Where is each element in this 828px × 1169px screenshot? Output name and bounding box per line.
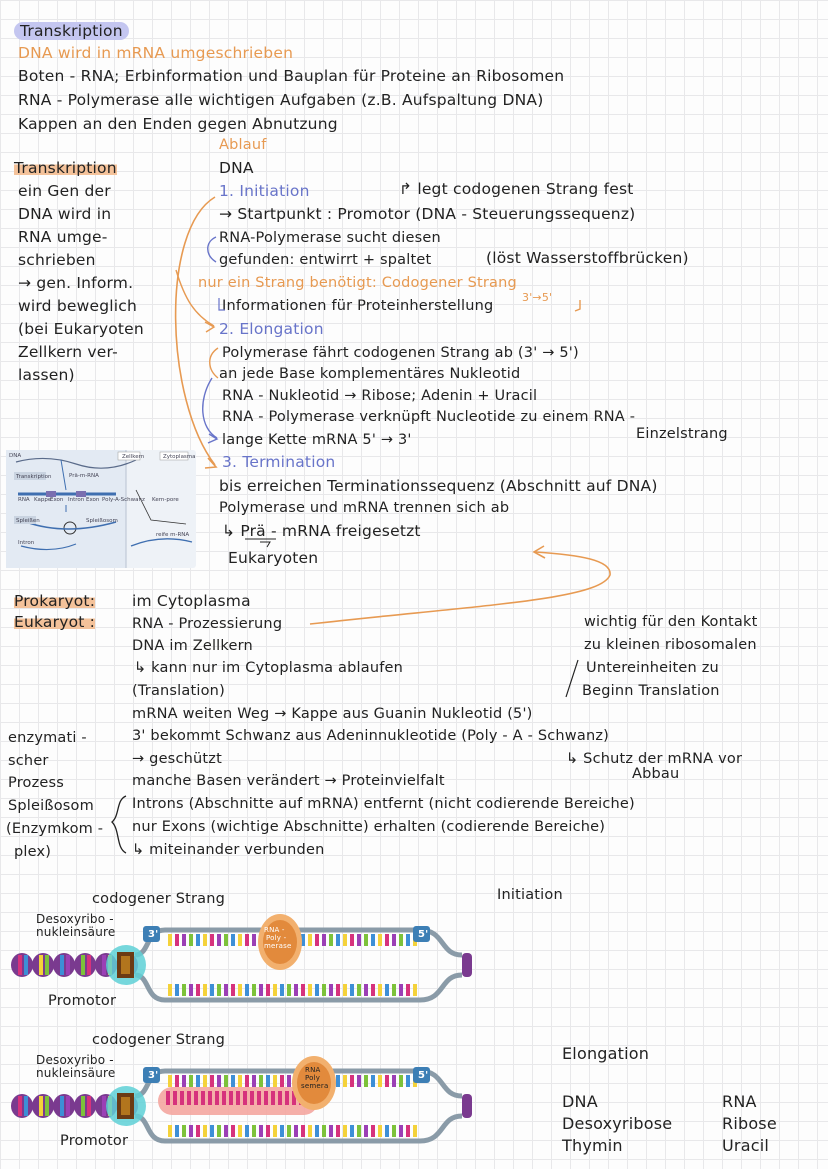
base-pair <box>60 1096 64 1116</box>
fig-label: Spleißen <box>16 518 40 524</box>
nucleotide-top <box>287 1075 291 1087</box>
three-prime-label: 3' <box>148 929 159 940</box>
fig-label: DNA <box>9 453 22 459</box>
fig-label: Zellkern <box>122 454 145 460</box>
base-pair <box>45 1096 49 1116</box>
side-line: RNA umge- <box>18 228 108 246</box>
nucleotide-bottom <box>322 1125 326 1137</box>
nucleotide-top <box>385 1075 389 1087</box>
compare-left: Desoxyribose <box>562 1114 673 1133</box>
nucleotide-bottom <box>245 1125 249 1137</box>
nucleotide-top <box>392 1075 396 1087</box>
mrna-base <box>257 1091 261 1105</box>
nucleotide-top <box>364 1075 368 1087</box>
nucleotide-top <box>378 1075 382 1087</box>
base-pair <box>24 1096 28 1116</box>
right-note-line: Beginn Translation <box>582 683 720 699</box>
termination-line: ↳ Prä - mRNA freigesetzt <box>222 522 421 540</box>
nucleotide-bottom <box>273 1125 277 1137</box>
mrna-base <box>264 1091 268 1105</box>
nucleotide-bottom <box>301 1125 305 1137</box>
nucleotide-top <box>266 1075 270 1087</box>
side-line: schrieben <box>18 251 96 269</box>
fig-label: Intron <box>18 540 35 546</box>
eukaryot-line: ↳ miteinander verbunden <box>132 842 325 858</box>
nucleotide-bottom <box>217 1125 221 1137</box>
fig-label: Prä-m-RNA <box>69 473 99 479</box>
fig-label: Kern-pore <box>152 497 179 503</box>
left-label: (Enzymkom - <box>6 821 104 837</box>
promotor-inner <box>121 1097 130 1115</box>
nucleotide-bottom <box>336 1125 340 1137</box>
nucleotide-top <box>175 1075 179 1087</box>
side-heading: Transkription <box>14 159 117 177</box>
nuklein-label: nukleinsäure <box>36 925 116 939</box>
nucleotide-top <box>168 1075 172 1087</box>
three-prime-label: 3' <box>148 1070 159 1081</box>
nucleotide-top <box>210 1075 214 1087</box>
left-label: plex) <box>14 844 52 860</box>
nucleotide-top <box>371 1075 375 1087</box>
mrna-base <box>285 1091 289 1105</box>
schutz-note: ↳ Schutz der mRNA vor <box>566 751 743 767</box>
nucleotide-bottom <box>252 1125 256 1137</box>
elongation-line: Polymerase fährt codogenen Strang ab (3' → 5') <box>222 345 579 361</box>
nucleotide-bottom <box>259 1125 263 1137</box>
nucleotide-top <box>273 1075 277 1087</box>
dna-label: DNA <box>219 159 254 177</box>
header-line: Kappen an den Enden gegen Abnutzung <box>18 115 338 133</box>
nucleotide-bottom <box>196 1125 200 1137</box>
nucleotide-bottom <box>238 1125 242 1137</box>
right-note-line: zu kleinen ribosomalen <box>584 637 757 653</box>
side-line: DNA wird in <box>18 205 112 223</box>
eukaryot-line: 3' bekommt Schwanz aus Adeninnukleotide (Poly - A - Schwanz) <box>132 728 609 744</box>
nucleotide-bottom <box>266 1125 270 1137</box>
fig-label: Exon <box>86 497 100 503</box>
codogen-label: codogener Strang <box>92 891 226 907</box>
nucleotide-bottom <box>175 1125 179 1137</box>
fig-label: Kappe <box>34 497 52 503</box>
initiation-line: RNA-Polymerase sucht diesen <box>219 230 441 246</box>
nucleotide-bottom <box>294 1125 298 1137</box>
side-line: wird beweglich <box>18 297 138 315</box>
ablauf-heading: Ablauf <box>219 137 267 153</box>
nucleotide-bottom <box>203 1125 207 1137</box>
header-line: RNA - Polymerase alle wichtigen Aufgaben (z.B. Aufspaltung DNA) <box>18 91 544 109</box>
prokaryot-value: im Cytoplasma <box>132 592 251 610</box>
nucleotide-bottom <box>224 1125 228 1137</box>
initiation-line: gefunden: entwirrt + spaltet <box>219 252 432 268</box>
fig-label: Intron <box>68 497 85 503</box>
initiation-line: (löst Wasserstoffbrücken) <box>486 249 689 267</box>
side-line: → gen. Inform. <box>18 274 134 292</box>
nucleotide-bottom <box>343 1125 347 1137</box>
nucleotide-bottom <box>350 1125 354 1137</box>
base-pair <box>18 1096 22 1116</box>
elongation-line: an jede Base komplementäres Nukleotid <box>219 366 521 382</box>
mrna-base <box>180 1091 184 1105</box>
mrna-base <box>250 1091 254 1105</box>
left-label: Prozess <box>8 775 65 791</box>
codogen-label: codogener Strang <box>92 1032 226 1048</box>
header-line: Boten - RNA; Erbinformation und Bauplan für Proteine an Ribosomen <box>18 67 565 85</box>
nucleotide-bottom <box>329 1125 333 1137</box>
nucleotide-top <box>238 1075 242 1087</box>
desoxy-label: Desoxyribo - <box>36 1053 114 1067</box>
eukaryot-line: (Translation) <box>132 683 225 699</box>
nucleotide-top <box>406 1075 410 1087</box>
polymerase-label: Poly <box>305 1074 321 1082</box>
nucleotide-top <box>245 1075 249 1087</box>
nucleotide-top <box>357 1075 361 1087</box>
nuklein-label: nukleinsäure <box>36 1066 116 1080</box>
elongation-line: lange Kette mRNA 5' → 3' <box>222 432 412 448</box>
initiation-note: ↱ legt codogenen Strang fest <box>399 180 634 198</box>
nucleotide-bottom <box>378 1125 382 1137</box>
elongation-line: RNA - Nukleotid → Ribose; Adenin + Uracil <box>222 388 538 404</box>
elongation-caption: Elongation <box>562 1044 650 1063</box>
eukaryot-label: Eukaryot : <box>14 613 96 631</box>
base-pair <box>66 1096 70 1116</box>
fig-label: Exon <box>50 497 64 503</box>
side-line: ein Gen der <box>18 182 111 200</box>
nucleotide-bottom <box>308 1125 312 1137</box>
fig-label: Poly-A-Schwanz <box>102 497 145 503</box>
left-label: Spleißosom <box>8 798 94 814</box>
termination-line: bis erreichen Terminationssequenz (Abschnitt auf DNA) <box>219 477 658 495</box>
eukaryot-line: nur Exons (wichtige Abschnitte) erhalten (codierende Bereiche) <box>132 819 606 835</box>
page-title: Transkription <box>14 21 129 41</box>
abbau-note: Abbau <box>632 766 680 782</box>
nucleotide-top <box>196 1075 200 1087</box>
mrna-base <box>173 1091 177 1105</box>
mrna-base <box>278 1091 282 1105</box>
elongation-title: 2. Elongation <box>219 320 324 338</box>
base-pair <box>39 1096 43 1116</box>
nucleotide-top <box>399 1075 403 1087</box>
einzelstrang: Einzelstrang <box>636 426 728 442</box>
termination-line: Polymerase und mRNA trennen sich ab <box>219 500 510 516</box>
mrna-base <box>222 1091 226 1105</box>
compare-right: RNA <box>722 1092 757 1111</box>
nucleotide-top <box>259 1075 263 1087</box>
base-pair <box>102 1096 106 1116</box>
termination-title: 3. Termination <box>222 453 336 471</box>
nucleotide-top <box>336 1075 340 1087</box>
mrna-base <box>271 1091 275 1105</box>
right-note-line: wichtig für den Kontakt <box>584 614 758 630</box>
nucleotide-top <box>350 1075 354 1087</box>
nucleotide-bottom <box>280 1125 284 1137</box>
nucleotide-top <box>224 1075 228 1087</box>
nucleotide-bottom <box>413 1125 417 1137</box>
nucleotide-bottom <box>168 1125 172 1137</box>
nucleotide-top <box>343 1075 347 1087</box>
eukaryoten-label: Eukaryoten <box>228 549 319 567</box>
base-pair <box>87 1096 91 1116</box>
left-label: scher <box>8 753 49 769</box>
fig-label: Zytoplasma <box>163 454 196 460</box>
eukaryot-line: Introns (Abschnitte auf mRNA) entfernt (nicht codierende Bereiche) <box>132 796 635 812</box>
mrna-base <box>215 1091 219 1105</box>
elongation-line: RNA - Polymerase verknüpft Nucleotide zu einem RNA - <box>222 409 636 425</box>
five-prime-label: 5' <box>418 1070 429 1081</box>
mrna-base <box>236 1091 240 1105</box>
subtitle: DNA wird in mRNA umgeschrieben <box>18 44 294 62</box>
polymerase-label: RNA <box>305 1066 321 1074</box>
nucleotide-bottom <box>392 1125 396 1137</box>
compare-left: DNA <box>562 1092 598 1111</box>
promotor-label: Promotor <box>60 1133 129 1149</box>
side-line: lassen) <box>18 366 75 384</box>
nucleotide-bottom <box>189 1125 193 1137</box>
eukaryot-line: ↳ kann nur im Cytoplasma ablaufen <box>134 660 404 676</box>
direction-note: 3'→5' <box>522 291 553 304</box>
compare-left: Thymin <box>562 1136 623 1155</box>
eukaryot-line: RNA - Prozessierung <box>132 616 283 632</box>
fig-label: Transkription <box>16 474 52 480</box>
nucleotide-bottom <box>399 1125 403 1137</box>
nucleotide-bottom <box>231 1125 235 1137</box>
nucleotide-bottom <box>406 1125 410 1137</box>
fig-label: reife m-RNA <box>156 532 190 538</box>
mrna-base <box>201 1091 205 1105</box>
mrna-base <box>166 1091 170 1105</box>
promotor-label: Promotor <box>48 993 117 1009</box>
fig-label: RNA <box>18 497 30 503</box>
initiation-line: → Startpunkt : Promotor (DNA - Steuerungssequenz) <box>219 205 636 223</box>
nucleotide-bottom <box>364 1125 368 1137</box>
side-line: (bei Eukaryoten <box>18 320 144 338</box>
mrna-base <box>243 1091 247 1105</box>
codogen-line: nur ein Strang benötigt: Codogener Strang <box>198 275 517 291</box>
nucleotide-top <box>280 1075 284 1087</box>
mrna-base <box>194 1091 198 1105</box>
nucleotide-top <box>252 1075 256 1087</box>
five-prime-label: 5' <box>418 929 429 940</box>
left-label: enzymati - <box>8 730 87 746</box>
mrna-base <box>187 1091 191 1105</box>
prokaryot-label: Prokaryot: <box>14 592 96 610</box>
compare-right: Ribose <box>722 1114 777 1133</box>
initiation-title: 1. Initiation <box>219 182 310 200</box>
nucleotide-bottom <box>210 1125 214 1137</box>
nucleotide-bottom <box>357 1125 361 1137</box>
initiation-caption: Initiation <box>497 887 563 903</box>
nucleotide-top <box>182 1075 186 1087</box>
eukaryot-line: → geschützt <box>132 751 222 767</box>
polymerase-label: semera <box>301 1082 329 1090</box>
polymerase-label: merase <box>264 942 292 950</box>
nucleotide-bottom <box>287 1125 291 1137</box>
eukaryot-line: mRNA weiten Weg → Kappe aus Guanin Nukleotid (5') <box>132 706 533 722</box>
nucleotide-bottom <box>315 1125 319 1137</box>
compare-right: Uracil <box>722 1136 769 1155</box>
initiation-last: Informationen für Proteinherstellung <box>222 298 494 314</box>
fig-label: Spleißosom <box>86 518 118 524</box>
nucleotide-bottom <box>385 1125 389 1137</box>
nucleotide-top <box>189 1075 193 1087</box>
nucleotide-top <box>231 1075 235 1087</box>
nucleotide-top <box>203 1075 207 1087</box>
right-note-line: Untereinheiten zu <box>586 660 719 676</box>
eukaryot-line: manche Basen verändert → Proteinvielfalt <box>132 773 445 789</box>
base-pair <box>81 1096 85 1116</box>
nucleotide-bottom <box>182 1125 186 1137</box>
nucleotide-top <box>217 1075 221 1087</box>
nucleotide-bottom <box>371 1125 375 1137</box>
desoxy-label: Desoxyribo - <box>36 912 114 926</box>
polymerase-label: RNA - <box>264 926 285 934</box>
side-line: Zellkern ver- <box>18 343 118 361</box>
eukaryot-line: DNA im Zellkern <box>132 638 253 654</box>
polymerase-label: Poly - <box>266 934 287 942</box>
mrna-base <box>208 1091 212 1105</box>
helix-end <box>462 1094 472 1118</box>
mrna-base <box>229 1091 233 1105</box>
